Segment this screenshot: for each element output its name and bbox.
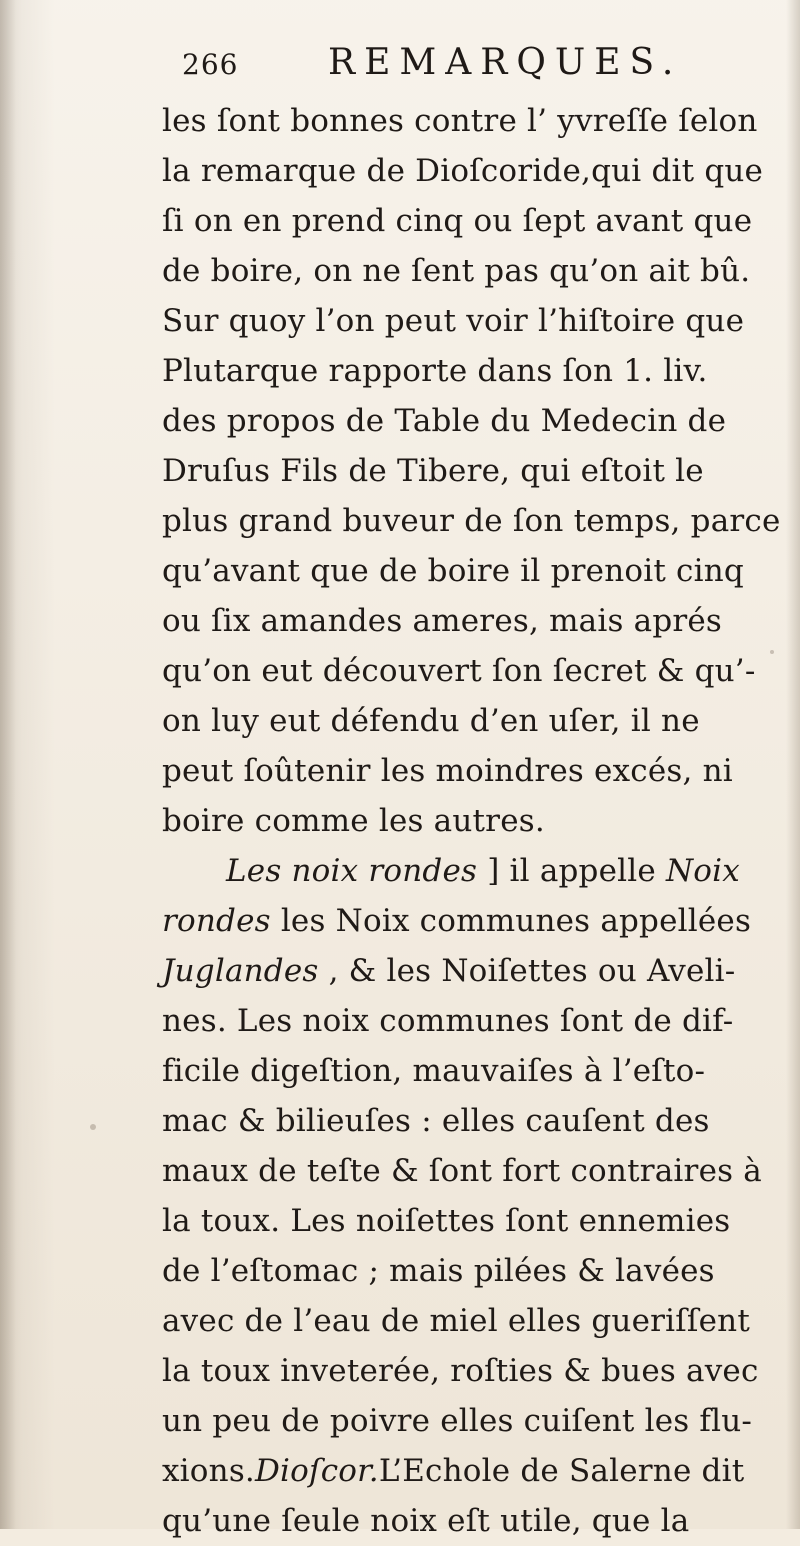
- text-line: des propos de Table du Medecin de: [162, 403, 727, 439]
- text-segment: les Noix communes appellées: [280, 903, 752, 939]
- text-line: on luy eut défendu d’en uſer, il ne: [162, 703, 700, 739]
- text-line: Plutarque rapporte dans ſon 1. liv.: [162, 353, 708, 389]
- text-line: qu’une ſeule noix eſt utile, que la: [162, 1503, 690, 1539]
- text-line: mac & bilieuſes : elles cauſent des: [162, 1103, 710, 1139]
- paper-speck: [90, 1124, 96, 1130]
- paragraph-two-line-two: [162, 896, 768, 946]
- text-line: avec de l’eau de miel elles gueriſſent: [162, 1303, 750, 1339]
- text-line: de boire, on ne ſent pas qu’on ait bû.: [162, 253, 751, 289]
- paragraph-two-line-one: [162, 846, 768, 896]
- text-line: maux de teſte & ſont fort contraires à: [162, 1153, 762, 1189]
- italic-word: Noix: [665, 853, 740, 889]
- binding-shadow: [0, 0, 16, 1529]
- italic-word: rondes: [162, 903, 271, 939]
- text-line: Sur quoy l’on peut voir l’hiſtoire que: [162, 303, 745, 339]
- text-line: boire comme les autres.: [162, 803, 545, 839]
- text-segment: , & les Noiſettes ou Aveli-: [328, 953, 736, 989]
- text-segment: ] il appelle: [487, 853, 656, 889]
- text-line: les ſont bonnes contre l’ yvreſſe ſelon: [162, 103, 758, 139]
- text-segment: xions.: [162, 1453, 255, 1489]
- text-line: ficile digeſtion, mauvaiſes à l’eſto-: [162, 1053, 706, 1089]
- paper-speck: [770, 650, 774, 654]
- text-line: de l’eſtomac ; mais pilées & lavées: [162, 1253, 715, 1289]
- text-line: nes. Les noix communes ſont de dif-: [162, 1003, 734, 1039]
- citation-italic: Dioſcor.: [255, 1453, 379, 1489]
- text-line: qu’on eut découvert ſon ſecret & qu’-: [162, 653, 756, 689]
- paragraph-two-line-three: [162, 946, 768, 996]
- italic-phrase: Les noix rondes: [226, 853, 478, 889]
- text-line: peut ſoûtenir les moindres excés, ni: [162, 753, 733, 789]
- page-edge-shadow: [786, 0, 800, 1529]
- text-line: la toux. Les noiſettes ſont ennemies: [162, 1203, 731, 1239]
- text-line: la remarque de Dioſcoride,qui dit que: [162, 153, 764, 189]
- running-title: REMARQUES.: [328, 42, 683, 83]
- citation-line: [162, 1446, 768, 1496]
- text-line: plus grand buveur de ſon temps, parce: [162, 503, 781, 539]
- text-segment: L’Echole de Salerne dit: [378, 1453, 745, 1489]
- text-line: la toux inveterée, roſties & bues avec: [162, 1353, 759, 1389]
- text-line: un peu de poivre elles cuiſent les flu-: [162, 1403, 753, 1439]
- text-line: qu’avant que de boire il prenoit cinq: [162, 553, 744, 589]
- page-header: [182, 42, 702, 96]
- text-line: Druſus Fils de Tibere, qui eſtoit le: [162, 453, 704, 489]
- main-text: [162, 96, 781, 1546]
- page-number: 266: [182, 48, 239, 81]
- italic-word: Juglandes: [162, 953, 319, 989]
- text-line: ſi on en prend cinq ou ſept avant que: [162, 203, 753, 239]
- paper-speck: [600, 1478, 603, 1481]
- text-line: ou ſix amandes ameres, mais aprés: [162, 603, 723, 639]
